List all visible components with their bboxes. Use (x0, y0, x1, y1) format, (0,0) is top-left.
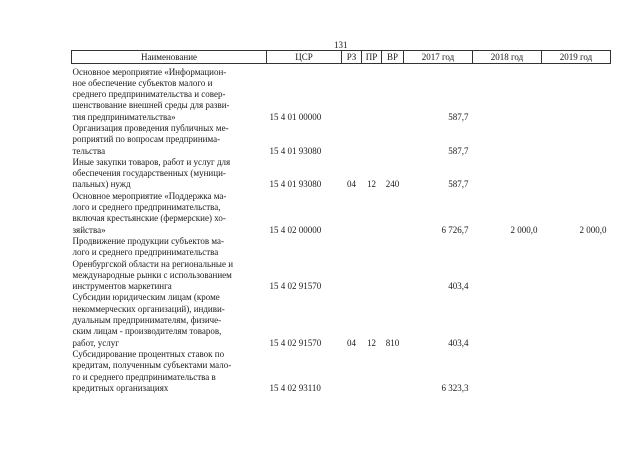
cell-rz (342, 134, 362, 145)
cell-name: лого и среднего предпринимательства, (72, 202, 221, 213)
cell-rz (342, 157, 362, 168)
cell-rz (342, 100, 362, 111)
cell-2017 (404, 134, 473, 145)
cell-2018 (473, 338, 542, 349)
cell-vr (382, 157, 404, 168)
cell-rz (342, 67, 362, 78)
cell-name: обеспечения государственных (муници- (72, 168, 226, 179)
cell-2018 (473, 259, 542, 270)
cell-name: тия предпринимательства» (72, 111, 176, 122)
table-row (72, 146, 611, 157)
cell-csr: 15 4 01 93080 (269, 145, 322, 156)
cell-pr (362, 236, 382, 247)
cell-2019 (542, 338, 611, 349)
table-row (72, 157, 611, 168)
cell-csr: 15 4 02 91570 (269, 337, 322, 348)
cell-2019 (542, 168, 611, 179)
table-row (72, 259, 611, 270)
cell-name: лого и среднего предпринимательства (72, 247, 219, 258)
cell-rz (342, 247, 362, 258)
cell-csr (267, 304, 342, 315)
cell-vr (382, 202, 404, 213)
cell-2019 (542, 270, 611, 281)
table-row (72, 349, 611, 360)
cell-2019 (542, 326, 611, 337)
cell-pr (362, 168, 382, 179)
cell-2019 (542, 202, 611, 213)
cell-2018 (473, 236, 542, 247)
cell-2019 (542, 383, 611, 394)
cell-name: ским лицам - производителям товаров, (72, 326, 222, 337)
cell-pr (362, 202, 382, 213)
cell-csr (267, 360, 342, 371)
cell-pr (362, 259, 382, 270)
cell-2018 (473, 292, 542, 303)
table-row (72, 304, 611, 315)
cell-csr: 15 4 01 93080 (269, 179, 322, 190)
cell-name: работ, услуг (72, 337, 119, 348)
table-row (72, 191, 611, 202)
cell-2017 (404, 236, 473, 247)
cell-csr (267, 213, 342, 224)
page-number: 131 (334, 40, 348, 50)
cell-pr (362, 78, 382, 89)
cell-vr (382, 281, 404, 292)
cell-2017 (404, 349, 473, 360)
cell-2017: 6 726,7 (441, 224, 469, 235)
cell-vr (382, 123, 404, 134)
cell-name: Основное мероприятие «Информацион- (72, 66, 227, 77)
cell-csr (267, 191, 342, 202)
cell-name: роприятий по вопросам предпринима- (72, 134, 221, 145)
cell-vr (382, 270, 404, 281)
cell-2017 (404, 157, 473, 168)
cell-csr (267, 247, 342, 258)
cell-2018 (473, 123, 542, 134)
cell-pr (362, 89, 382, 100)
cell-csr (267, 67, 342, 78)
cell-rz (342, 304, 362, 315)
cell-2017 (404, 326, 473, 337)
cell-name: Организация проведения публичных ме- (72, 122, 229, 133)
cell-2019 (542, 67, 611, 78)
cell-pr (362, 213, 382, 224)
cell-rz (342, 191, 362, 202)
cell-vr (382, 383, 404, 394)
cell-2018 (473, 89, 542, 100)
cell-2019 (542, 89, 611, 100)
cell-2017: 403,4 (448, 337, 469, 348)
header-2019: 2019 год (542, 51, 611, 64)
cell-2019 (542, 179, 611, 190)
cell-rz: 04 (347, 179, 356, 190)
cell-2018 (473, 247, 542, 258)
cell-2017: 587,7 (448, 111, 469, 122)
cell-csr (267, 372, 342, 383)
cell-name: Субсидирование процентных ставок по (72, 348, 225, 359)
cell-vr (382, 134, 404, 145)
cell-2018 (473, 179, 542, 190)
cell-name: го и среднего предпринимательства в (72, 371, 216, 382)
cell-2018 (473, 270, 542, 281)
table-row (72, 360, 611, 371)
cell-rz (342, 292, 362, 303)
cell-2017 (404, 292, 473, 303)
cell-vr (382, 236, 404, 247)
cell-csr (267, 349, 342, 360)
cell-csr (267, 202, 342, 213)
cell-vr (382, 360, 404, 371)
table-row (72, 100, 611, 111)
cell-name: зяйства» (72, 224, 106, 235)
cell-vr (382, 78, 404, 89)
cell-vr (382, 304, 404, 315)
cell-2018 (473, 383, 542, 394)
cell-rz (342, 315, 362, 326)
table-row (72, 315, 611, 326)
cell-name: кредитных организациях (72, 382, 169, 393)
cell-2019 (542, 157, 611, 168)
cell-rz (342, 236, 362, 247)
cell-2017 (404, 270, 473, 281)
cell-csr (267, 89, 342, 100)
header-rz: РЗ (342, 51, 362, 64)
cell-name: международные рынки с использованием (72, 269, 232, 280)
cell-2017 (404, 247, 473, 258)
cell-vr (382, 213, 404, 224)
cell-rz (342, 146, 362, 157)
cell-2017 (404, 202, 473, 213)
cell-csr (267, 270, 342, 281)
cell-2019 (542, 100, 611, 111)
cell-vr (382, 259, 404, 270)
cell-csr (267, 157, 342, 168)
cell-name: Основное мероприятие «Поддержка ма- (72, 190, 227, 201)
table-row (72, 247, 611, 258)
cell-vr (382, 326, 404, 337)
cell-2018 (473, 157, 542, 168)
table-row (72, 67, 611, 78)
cell-name: некоммерческих организаций), индиви- (72, 303, 225, 314)
cell-rz (342, 349, 362, 360)
cell-pr (362, 372, 382, 383)
cell-rz (342, 360, 362, 371)
cell-2017 (404, 315, 473, 326)
cell-2018 (473, 281, 542, 292)
cell-name: дуальным предпринимателям, физиче- (72, 315, 222, 326)
cell-csr (267, 78, 342, 89)
cell-rz (342, 225, 362, 236)
cell-pr (362, 349, 382, 360)
cell-2018 (473, 168, 542, 179)
cell-2019 (542, 213, 611, 224)
cell-2017 (404, 100, 473, 111)
table-row (72, 112, 611, 123)
cell-csr: 15 4 02 00000 (269, 224, 322, 235)
cell-csr: 15 4 01 00000 (269, 111, 322, 122)
header-vr: ВР (382, 51, 404, 64)
cell-pr (362, 281, 382, 292)
cell-2019 (542, 123, 611, 134)
cell-rz (342, 89, 362, 100)
cell-pr (362, 247, 382, 258)
cell-rz (342, 112, 362, 123)
cell-rz (342, 123, 362, 134)
table-row (72, 292, 611, 303)
cell-2017 (404, 213, 473, 224)
cell-pr: 12 (367, 337, 376, 348)
cell-2019 (542, 315, 611, 326)
cell-2019: 2 000,0 (579, 224, 607, 235)
table-row (72, 281, 611, 292)
cell-2018 (473, 191, 542, 202)
cell-2018 (473, 112, 542, 123)
cell-name: ное обеспечение субъектов малого и (72, 77, 213, 88)
cell-2019 (542, 146, 611, 157)
cell-rz: 04 (347, 337, 356, 348)
cell-vr (382, 89, 404, 100)
cell-csr (267, 123, 342, 134)
cell-2018 (473, 315, 542, 326)
cell-pr (362, 123, 382, 134)
cell-pr (362, 67, 382, 78)
table-row (72, 179, 611, 190)
cell-2017 (404, 304, 473, 315)
cell-2019 (542, 247, 611, 258)
table-row (72, 225, 611, 236)
cell-2017 (404, 67, 473, 78)
cell-2018 (473, 360, 542, 371)
cell-2018 (473, 134, 542, 145)
cell-csr (267, 134, 342, 145)
table-row (72, 89, 611, 100)
cell-csr (267, 292, 342, 303)
cell-pr (362, 315, 382, 326)
cell-csr (267, 100, 342, 111)
table-row (72, 338, 611, 349)
cell-csr (267, 236, 342, 247)
cell-vr (382, 372, 404, 383)
cell-name: пальных) нужд (72, 179, 131, 190)
cell-2018 (473, 326, 542, 337)
cell-2017: 403,4 (448, 281, 469, 292)
cell-2017: 6 323,3 (441, 382, 469, 393)
cell-2019 (542, 259, 611, 270)
cell-rz (342, 326, 362, 337)
cell-vr: 240 (385, 179, 400, 190)
table-row (72, 213, 611, 224)
cell-csr: 15 4 02 93110 (269, 382, 321, 393)
cell-name: Субсидии юридическим лицам (кроме (72, 292, 220, 303)
cell-2017 (404, 360, 473, 371)
cell-2017 (404, 78, 473, 89)
cell-rz (342, 372, 362, 383)
cell-vr (382, 112, 404, 123)
cell-2017 (404, 259, 473, 270)
cell-2018 (473, 202, 542, 213)
cell-vr (382, 67, 404, 78)
cell-2017 (404, 168, 473, 179)
cell-2019 (542, 112, 611, 123)
cell-2018 (473, 78, 542, 89)
cell-2019 (542, 236, 611, 247)
cell-vr (382, 168, 404, 179)
table-header-row (72, 51, 611, 64)
table-row (72, 134, 611, 145)
cell-csr (267, 315, 342, 326)
cell-vr (382, 315, 404, 326)
header-csr: ЦСР (267, 51, 342, 64)
cell-pr (362, 225, 382, 236)
cell-2019 (542, 292, 611, 303)
cell-name: инструментов маркетинга (72, 281, 172, 292)
cell-vr (382, 247, 404, 258)
cell-rz (342, 281, 362, 292)
table-row (72, 383, 611, 394)
cell-2018 (473, 304, 542, 315)
cell-vr (382, 100, 404, 111)
budget-table (71, 50, 611, 394)
table-row (72, 168, 611, 179)
cell-name: тельства (72, 145, 106, 156)
cell-2017: 587,7 (448, 145, 469, 156)
cell-rz (342, 168, 362, 179)
table-row (72, 236, 611, 247)
cell-csr (267, 168, 342, 179)
cell-2017 (404, 123, 473, 134)
cell-2018: 2 000,0 (510, 224, 538, 235)
cell-2017 (404, 89, 473, 100)
cell-name: включая крестьянские (фермерские) хо- (72, 213, 226, 224)
cell-vr (382, 225, 404, 236)
cell-pr (362, 304, 382, 315)
cell-name: шенствование внешней среды для разви- (72, 100, 230, 111)
cell-2018 (473, 213, 542, 224)
cell-pr (362, 191, 382, 202)
cell-pr (362, 270, 382, 281)
cell-vr (382, 292, 404, 303)
header-2018: 2018 год (473, 51, 542, 64)
cell-name: среднего предпринимательства и совер- (72, 89, 226, 100)
cell-2019 (542, 78, 611, 89)
cell-2019 (542, 360, 611, 371)
cell-2019 (542, 191, 611, 202)
cell-2018 (473, 349, 542, 360)
cell-2019 (542, 281, 611, 292)
cell-pr (362, 360, 382, 371)
cell-2019 (542, 304, 611, 315)
cell-2019 (542, 349, 611, 360)
table-row (72, 202, 611, 213)
cell-rz (342, 270, 362, 281)
cell-name: кредитам, полученным субъектами мало- (72, 360, 232, 371)
cell-rz (342, 383, 362, 394)
cell-name: Иные закупки товаров, работ и услуг для (72, 156, 231, 167)
table-row (72, 78, 611, 89)
cell-pr (362, 383, 382, 394)
cell-pr (362, 292, 382, 303)
cell-pr (362, 146, 382, 157)
cell-vr (382, 191, 404, 202)
cell-pr (362, 134, 382, 145)
cell-vr (382, 146, 404, 157)
cell-rz (342, 259, 362, 270)
cell-2019 (542, 372, 611, 383)
cell-vr: 810 (385, 337, 400, 348)
cell-csr: 15 4 02 91570 (269, 281, 322, 292)
cell-2017: 587,7 (448, 179, 469, 190)
cell-pr (362, 157, 382, 168)
header-pr: ПР (362, 51, 382, 64)
cell-rz (342, 202, 362, 213)
table-row (72, 123, 611, 134)
header-2017: 2017 год (404, 51, 473, 64)
cell-2019 (542, 134, 611, 145)
cell-vr (382, 349, 404, 360)
table-row (72, 372, 611, 383)
cell-pr: 12 (367, 179, 376, 190)
cell-pr (362, 112, 382, 123)
cell-rz (342, 78, 362, 89)
cell-2018 (473, 372, 542, 383)
cell-2018 (473, 67, 542, 78)
cell-name: Оренбургской области на региональные и (72, 258, 234, 269)
cell-pr (362, 326, 382, 337)
table-row (72, 326, 611, 337)
cell-rz (342, 213, 362, 224)
cell-2017 (404, 372, 473, 383)
cell-csr (267, 259, 342, 270)
cell-2018 (473, 100, 542, 111)
cell-name: Продвижение продукции субъектов ма- (72, 235, 225, 246)
cell-csr (267, 326, 342, 337)
cell-pr (362, 100, 382, 111)
cell-2017 (404, 191, 473, 202)
header-name: Наименование (72, 51, 267, 64)
table-row (72, 270, 611, 281)
cell-2018 (473, 146, 542, 157)
